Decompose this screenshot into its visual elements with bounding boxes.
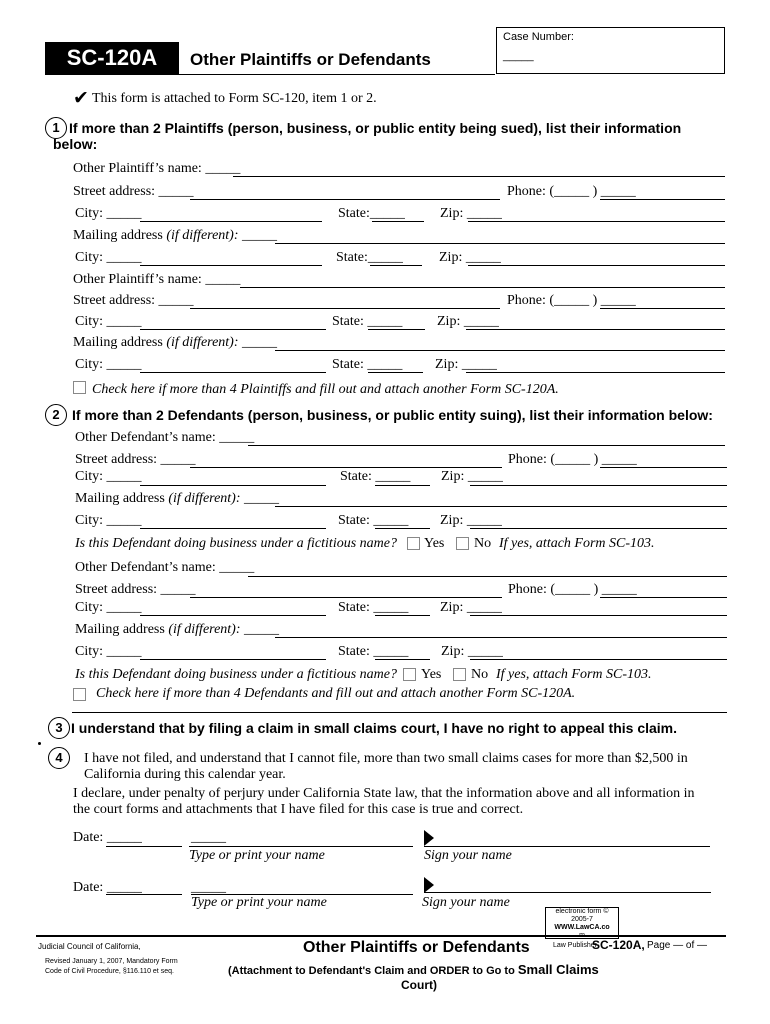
declaration-line-2: the court forms and attachments that I have filed for this case is true and correct. bbox=[73, 802, 524, 817]
plaintiff-2-street-label: Street address: _____ bbox=[73, 293, 194, 308]
case-number-label: Case Number: bbox=[503, 31, 574, 43]
form-title: Other Plaintiffs or Defendants bbox=[190, 50, 431, 69]
plaintiff-2-zip-label: Zip: _____ bbox=[437, 314, 499, 329]
footer-subtitle-line-2: Court) bbox=[401, 978, 437, 992]
defendant-1-name-label: Other Defendant’s name: _____ bbox=[75, 430, 255, 445]
plaintiff-2-city-field[interactable] bbox=[140, 329, 326, 330]
more-plaintiffs-checkbox[interactable] bbox=[73, 381, 86, 394]
date-field-1[interactable] bbox=[106, 846, 182, 847]
defendant-2-city-field[interactable] bbox=[140, 615, 326, 616]
defendant-2-city-label: City: _____ bbox=[75, 600, 142, 615]
defendant-1-zip-field[interactable] bbox=[470, 485, 727, 486]
plaintiff-1-zip-label: Zip: _____ bbox=[440, 206, 502, 221]
section-4-line-1: I have not filed, and understand that I cannot file, more than two small claims cases for more than $2,500 in bbox=[84, 751, 688, 766]
defendant-2-street-field[interactable] bbox=[190, 597, 502, 598]
plaintiff-1-city-field[interactable] bbox=[140, 221, 322, 222]
plaintiff-2-state-label: State: _____ bbox=[332, 314, 403, 329]
plaintiff-2-mailing-label: Mailing address (if different): _____ bbox=[73, 335, 278, 350]
name-blank-2: _____ bbox=[191, 880, 226, 895]
defendant-1-no-label: No bbox=[474, 536, 492, 551]
plaintiff-2-name-label: Other Plaintiff’s name: _____ bbox=[73, 272, 241, 287]
intro-text: This form is attached to Form SC-120, item 1 or 2. bbox=[92, 91, 377, 106]
plaintiff-2-state2-field[interactable] bbox=[368, 372, 423, 373]
plaintiff-2-city2-field[interactable] bbox=[140, 372, 326, 373]
defendant-1-city-label: City: _____ bbox=[75, 469, 142, 484]
page-number: Page — of — bbox=[647, 940, 708, 951]
plaintiff-1-street-label: Street address: _____ bbox=[73, 184, 194, 199]
plaintiff-2-phone-field[interactable] bbox=[600, 308, 725, 309]
defendant-2-city2-label: City: _____ bbox=[75, 644, 142, 659]
footer-revised: Revised January 1, 2007, Mandatory Form bbox=[45, 958, 178, 965]
plaintiff-1-phone-field[interactable] bbox=[600, 199, 725, 200]
defendant-1-yes-checkbox[interactable] bbox=[407, 537, 420, 550]
more-defendants-text: Check here if more than 4 Defendants and fill out and attach another Form SC-120A. bbox=[96, 686, 576, 701]
stamp-line-1: electronic form © bbox=[555, 908, 609, 915]
footer-subtitle: (Attachment to Defendant's Claim and ORDER to Go to Small Claims bbox=[228, 962, 599, 977]
defendant-1-name-field[interactable] bbox=[248, 445, 725, 446]
defendant-1-phone-field[interactable] bbox=[600, 467, 727, 468]
defendant-2-street-label: Street address: _____ bbox=[75, 582, 196, 597]
more-defendants-checkbox[interactable] bbox=[73, 688, 86, 701]
signature-field-2[interactable] bbox=[424, 892, 711, 893]
plaintiff-2-name-field[interactable] bbox=[240, 287, 725, 288]
plaintiff-2-phone-label: Phone: (_____ ) _____ bbox=[507, 293, 636, 308]
defendant-1-mailing-field[interactable] bbox=[275, 506, 727, 507]
plaintiff-1-state-label: State:_____ bbox=[338, 206, 405, 221]
defendant-1-state2-field[interactable] bbox=[375, 528, 430, 529]
defendant-2-no-label: No bbox=[471, 667, 489, 682]
defendant-1-zip-label: Zip: _____ bbox=[441, 469, 503, 484]
plaintiff-1-city2-label: City: _____ bbox=[75, 250, 142, 265]
defendant-1-no-checkbox[interactable] bbox=[456, 537, 469, 550]
defendant-2-name-label: Other Defendant’s name: _____ bbox=[75, 560, 255, 575]
plaintiff-1-city2-field[interactable] bbox=[140, 265, 322, 266]
plaintiff-2-city-label: City: _____ bbox=[75, 314, 142, 329]
defendant-2-fictitious-note: If yes, attach Form SC-103. bbox=[496, 667, 652, 682]
section-2-heading: If more than 2 Defendants (person, business, or public entity suing), list their information below: bbox=[72, 407, 713, 423]
defendant-2-mailing-label: Mailing address (if different): _____ bbox=[75, 622, 280, 637]
defendant-2-city2-field[interactable] bbox=[140, 659, 326, 660]
case-number-value: _____ bbox=[503, 50, 534, 62]
footer-council: Judicial Council of California, bbox=[38, 942, 141, 951]
section-1-number: 1 bbox=[45, 117, 67, 139]
defendant-2-zip2-label: Zip: _____ bbox=[441, 644, 503, 659]
defendant-1-city2-label: City: _____ bbox=[75, 513, 142, 528]
sign-here-arrow-icon bbox=[424, 830, 434, 846]
section-3-number: 3 bbox=[48, 717, 70, 739]
sign-name-caption-1: Sign your name bbox=[424, 848, 512, 863]
plaintiff-1-state2-label: State:_____ bbox=[336, 250, 403, 265]
more-plaintiffs-text: Check here if more than 4 Plaintiffs and fill out and attach another Form SC-120A. bbox=[92, 382, 559, 397]
defendant-1-state-label: State: _____ bbox=[340, 469, 411, 484]
defendant-2-fictitious-question: Is this Defendant doing business under a fictitious name? bbox=[75, 667, 397, 682]
section-4-number: 4 bbox=[48, 747, 70, 769]
plaintiff-1-street-field[interactable] bbox=[190, 199, 500, 200]
plaintiff-2-city2-label: City: _____ bbox=[75, 357, 142, 372]
print-name-caption-2: Type or print your name bbox=[191, 895, 327, 910]
defendant-2-state2-label: State: _____ bbox=[338, 644, 409, 659]
defendant-1-state2-label: State: _____ bbox=[338, 513, 409, 528]
plaintiff-1-state2-field[interactable] bbox=[370, 265, 422, 266]
section-1-heading: If more than 2 Plaintiffs (person, business, or public entity being sued), list their information below: bbox=[53, 120, 682, 152]
defendant-2-zip2-field[interactable] bbox=[470, 659, 727, 660]
defendant-2-yes-checkbox[interactable] bbox=[403, 668, 416, 681]
header-rule bbox=[45, 74, 495, 75]
plaintiff-2-zip-field[interactable] bbox=[466, 329, 725, 330]
section-2-number: 2 bbox=[45, 404, 67, 426]
plaintiff-1-zip2-label: Zip: _____ bbox=[439, 250, 501, 265]
defendant-2-state2-field[interactable] bbox=[375, 659, 430, 660]
defendant-1-city2-field[interactable] bbox=[140, 528, 326, 529]
stamp-line-2: 2005-7 bbox=[571, 916, 593, 923]
plaintiff-2-state2-label: State: _____ bbox=[332, 357, 403, 372]
plaintiff-1-zip2-field[interactable] bbox=[468, 265, 725, 266]
defendant-2-phone-field[interactable] bbox=[600, 597, 727, 598]
plaintiff-2-zip2-label: Zip: _____ bbox=[435, 357, 497, 372]
defendant-1-zip2-field[interactable] bbox=[470, 528, 727, 529]
form-id-badge: SC-120A bbox=[45, 42, 179, 74]
name-blank-1: _____ bbox=[191, 830, 226, 845]
defendant-2-state-label: State: _____ bbox=[338, 600, 409, 615]
sign-here-arrow-icon bbox=[424, 877, 434, 893]
defendant-1-city-field[interactable] bbox=[140, 485, 326, 486]
date-label-1: Date: _____ bbox=[73, 830, 142, 845]
footer-rule bbox=[36, 935, 726, 937]
plaintiff-1-city-label: City: _____ bbox=[75, 206, 142, 221]
plaintiff-1-name-field[interactable] bbox=[233, 176, 725, 177]
sign-name-caption-2: Sign your name bbox=[422, 895, 510, 910]
footer-form-ref: SC-120A, bbox=[592, 938, 645, 952]
plaintiff-2-state-field[interactable] bbox=[368, 329, 425, 330]
law-publisher-label: Law Publisher bbox=[553, 942, 597, 949]
case-number-box[interactable] bbox=[496, 27, 725, 74]
defendant-2-phone-label: Phone: (_____ ) _____ bbox=[508, 582, 637, 597]
defendant-2-zip-label: Zip: _____ bbox=[440, 600, 502, 615]
print-name-field-1[interactable] bbox=[189, 846, 413, 847]
bullet-dot bbox=[38, 742, 41, 745]
footer-code: Code of Civil Procedure, §116.110 et seq. bbox=[45, 968, 174, 975]
declaration-line-1: I declare, under penalty of perjury under California State law, that the information above and all information in bbox=[73, 786, 695, 801]
stamp-line-3: WWW.LawCA.co bbox=[554, 924, 610, 931]
defendant-2-state-field[interactable] bbox=[375, 615, 430, 616]
plaintiff-2-zip2-field[interactable] bbox=[466, 372, 725, 373]
plaintiff-1-mailing-field[interactable] bbox=[275, 243, 725, 244]
section-3-heading: I understand that by filing a claim in small claims court, I have no right to appeal this claim. bbox=[71, 720, 678, 736]
defendant-2-mailing-field[interactable] bbox=[275, 637, 727, 638]
date-label-2: Date: _____ bbox=[73, 880, 142, 895]
plaintiff-1-zip-field[interactable] bbox=[468, 221, 725, 222]
plaintiff-1-mailing-label: Mailing address (if different): _____ bbox=[73, 228, 278, 243]
plaintiff-1-name-label: Other Plaintiff’s name: _____ bbox=[73, 161, 241, 176]
plaintiff-1-state-field[interactable] bbox=[372, 221, 424, 222]
defendant-1-yes-label: Yes bbox=[424, 536, 445, 551]
defendant-1-fictitious-note: If yes, attach Form SC-103. bbox=[499, 536, 655, 551]
footer-title: Other Plaintiffs or Defendants bbox=[303, 939, 530, 956]
plaintiff-2-mailing-field[interactable] bbox=[275, 350, 725, 351]
signature-field-1[interactable] bbox=[424, 846, 710, 847]
defendant-1-mailing-label: Mailing address (if different): _____ bbox=[75, 491, 280, 506]
plaintiff-2-street-field[interactable] bbox=[190, 308, 500, 309]
check-mark-icon: ✔ bbox=[73, 88, 89, 109]
date-field-2[interactable] bbox=[106, 894, 182, 895]
defendant-1-street-label: Street address: _____ bbox=[75, 452, 196, 467]
plaintiff-1-phone-label: Phone: (_____ ) _____ bbox=[507, 184, 636, 199]
defendant-1-phone-label: Phone: (_____ ) _____ bbox=[508, 452, 637, 467]
defendant-1-zip2-label: Zip: _____ bbox=[440, 513, 502, 528]
defendant-2-zip-field[interactable] bbox=[470, 615, 727, 616]
section-4-line-2: California during this calendar year. bbox=[84, 767, 286, 782]
defendant-1-state-field[interactable] bbox=[375, 485, 430, 486]
defendant-2-yes-label: Yes bbox=[421, 667, 442, 682]
defendant-2-no-checkbox[interactable] bbox=[453, 668, 466, 681]
defendant-1-fictitious-question: Is this Defendant doing business under a fictitious name? bbox=[75, 536, 397, 551]
print-name-caption-1: Type or print your name bbox=[189, 848, 325, 863]
defendant-2-name-field[interactable] bbox=[248, 576, 727, 577]
section-divider bbox=[72, 712, 727, 713]
defendant-1-street-field[interactable] bbox=[190, 467, 502, 468]
